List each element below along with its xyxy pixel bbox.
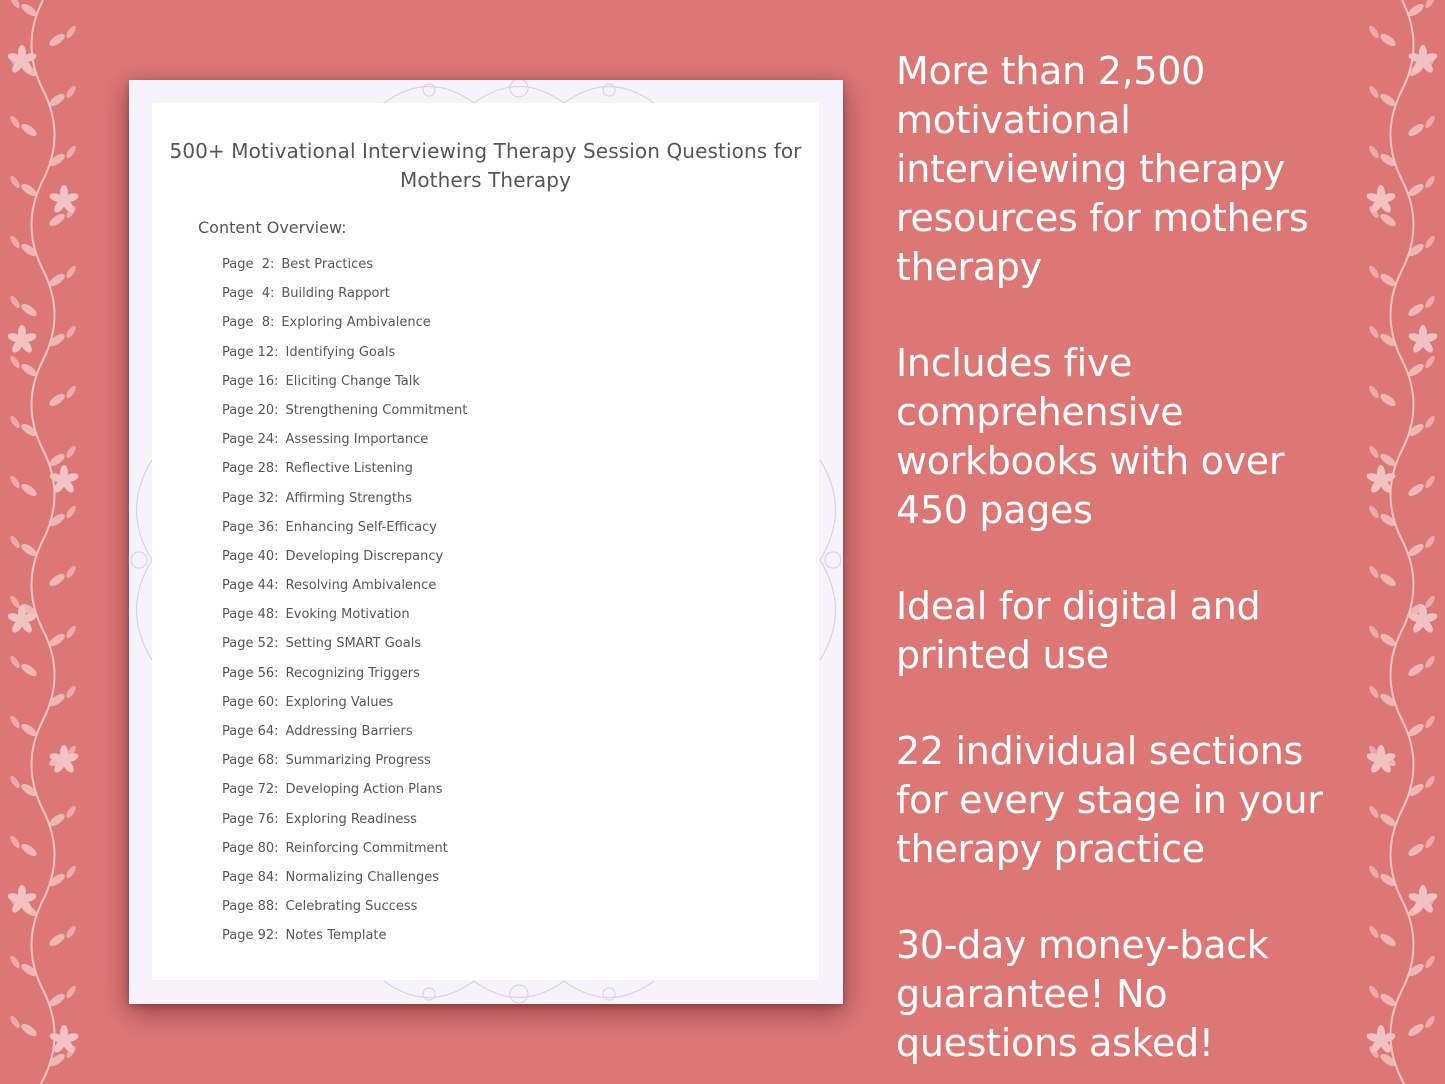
- feature-line: therapy practice: [896, 827, 1205, 871]
- toc-entry: [222, 313, 467, 342]
- toc-topic: Building Rapport: [281, 286, 390, 302]
- feature-line: 30-day money-back: [896, 923, 1269, 967]
- toc-topic: Developing Discrepancy: [285, 548, 444, 564]
- toc-topic: Assessing Importance: [285, 432, 429, 448]
- toc-page-number: Page 24:: [222, 432, 279, 448]
- toc-entry: [222, 430, 467, 459]
- toc-entry: [222, 839, 467, 868]
- feature-text: [896, 339, 1326, 535]
- toc-entry: [222, 751, 467, 780]
- toc-entry: [222, 693, 467, 722]
- toc-page-number: Page 40:: [222, 548, 279, 564]
- feature-text: [896, 582, 1326, 680]
- toc-page-number: Page 20:: [222, 402, 279, 418]
- toc-entry: [222, 459, 467, 488]
- toc-page-number: Page 64:: [222, 724, 279, 739]
- toc-topic: Normalizing Challenges: [285, 869, 440, 885]
- toc-topic: Best Practices: [281, 257, 374, 272]
- toc-entry: [222, 518, 467, 547]
- feature-line: More than 2,500: [896, 49, 1206, 93]
- toc-page-number: Page 76:: [222, 811, 279, 827]
- toc-page-number: Page 60:: [222, 694, 279, 710]
- toc-entry: [222, 722, 467, 751]
- toc-page-number: Page 48:: [222, 607, 279, 623]
- toc-entry: [222, 634, 467, 663]
- toc-topic: Exploring Ambivalence: [281, 315, 431, 331]
- feature-line: 450 pages: [896, 488, 1093, 532]
- toc-topic: Identifying Goals: [285, 344, 396, 360]
- toc-topic: Resolving Ambivalence: [285, 578, 437, 594]
- toc-topic: Addressing Barriers: [285, 724, 413, 739]
- feature-text: [896, 921, 1326, 1068]
- toc-entry: [222, 576, 467, 605]
- toc-page-number: Page 56:: [222, 665, 279, 681]
- toc-page-number: Page 4:: [222, 286, 275, 302]
- toc-entry: [222, 372, 467, 401]
- toc-entry: [222, 255, 467, 284]
- feature-list: [896, 47, 1326, 1068]
- toc-topic: Exploring Readiness: [285, 811, 417, 827]
- feature-text: [896, 47, 1326, 292]
- toc-page-number: Page 16:: [222, 373, 279, 389]
- feature-line: guarantee! No: [896, 972, 1168, 1016]
- toc-page-number: Page 44:: [222, 578, 279, 594]
- toc-entry: [222, 780, 467, 809]
- feature-line: motivational: [896, 98, 1131, 142]
- feature-line: workbooks with over: [896, 439, 1285, 483]
- toc-topic: Evoking Motivation: [285, 607, 410, 623]
- toc-topic: Strengthening Commitment: [285, 402, 468, 418]
- floral-vine-right-icon: [1359, 0, 1445, 1084]
- content-overview-heading: Content Overview:: [198, 218, 347, 237]
- toc-page-number: Page 32:: [222, 490, 279, 506]
- toc-entry: [222, 926, 467, 955]
- toc-entry: [222, 489, 467, 518]
- toc-page-number: Page 88:: [222, 899, 279, 915]
- toc-topic: Setting SMART Goals: [285, 636, 422, 652]
- feature-line: therapy: [896, 245, 1042, 289]
- toc-topic: Developing Action Plans: [285, 782, 443, 798]
- toc-entry: [222, 605, 467, 634]
- feature-line: printed use: [896, 633, 1109, 677]
- feature-line: questions asked!: [896, 1021, 1214, 1065]
- toc-page-number: Page 12:: [222, 344, 279, 360]
- toc-topic: Celebrating Success: [285, 899, 418, 915]
- toc-page-number: Page 2:: [222, 257, 275, 272]
- feature-line: Ideal for digital and: [896, 584, 1261, 628]
- toc-topic: Reinforcing Commitment: [285, 840, 448, 856]
- feature-text: [896, 727, 1326, 874]
- document-title: 500+ Motivational Interviewing Therapy Session Questions for Mothers Therapy: [169, 139, 802, 192]
- feature-line: Includes five: [896, 341, 1133, 385]
- toc-page-number: Page 28:: [222, 461, 279, 477]
- toc-page-number: Page 68:: [222, 753, 279, 769]
- toc-entry: [222, 897, 467, 926]
- toc-entry: [222, 401, 467, 430]
- document-preview: [129, 80, 843, 1004]
- feature-line: comprehensive: [896, 390, 1184, 434]
- toc-page-number: Page 84:: [222, 869, 279, 885]
- toc-entry: [222, 547, 467, 576]
- table-of-contents: [222, 255, 467, 956]
- toc-entry: [222, 810, 467, 839]
- toc-topic: Eliciting Change Talk: [285, 373, 420, 389]
- toc-topic: Enhancing Self-Efficacy: [285, 519, 437, 535]
- toc-topic: Notes Template: [285, 928, 387, 944]
- toc-topic: Recognizing Triggers: [285, 665, 420, 681]
- toc-topic: Affirming Strengths: [285, 490, 413, 506]
- feature-line: interviewing therapy: [896, 147, 1285, 191]
- toc-entry: [222, 343, 467, 372]
- toc-page-number: Page 36:: [222, 519, 279, 535]
- floral-vine-left-icon: [0, 0, 86, 1084]
- toc-topic: Reflective Listening: [285, 461, 413, 477]
- toc-entry: [222, 868, 467, 897]
- toc-entry: [222, 284, 467, 313]
- feature-line: for every stage in your: [896, 778, 1323, 822]
- toc-page-number: Page 72:: [222, 782, 279, 798]
- toc-entry: [222, 664, 467, 693]
- toc-page-number: Page 92:: [222, 928, 279, 944]
- toc-page-number: Page 8:: [222, 315, 275, 331]
- document-page: [152, 103, 819, 980]
- toc-page-number: Page 80:: [222, 840, 279, 856]
- feature-line: resources for mothers: [896, 196, 1309, 240]
- toc-topic: Summarizing Progress: [285, 753, 431, 769]
- toc-topic: Exploring Values: [285, 694, 394, 710]
- feature-line: 22 individual sections: [896, 729, 1303, 773]
- toc-page-number: Page 52:: [222, 636, 279, 652]
